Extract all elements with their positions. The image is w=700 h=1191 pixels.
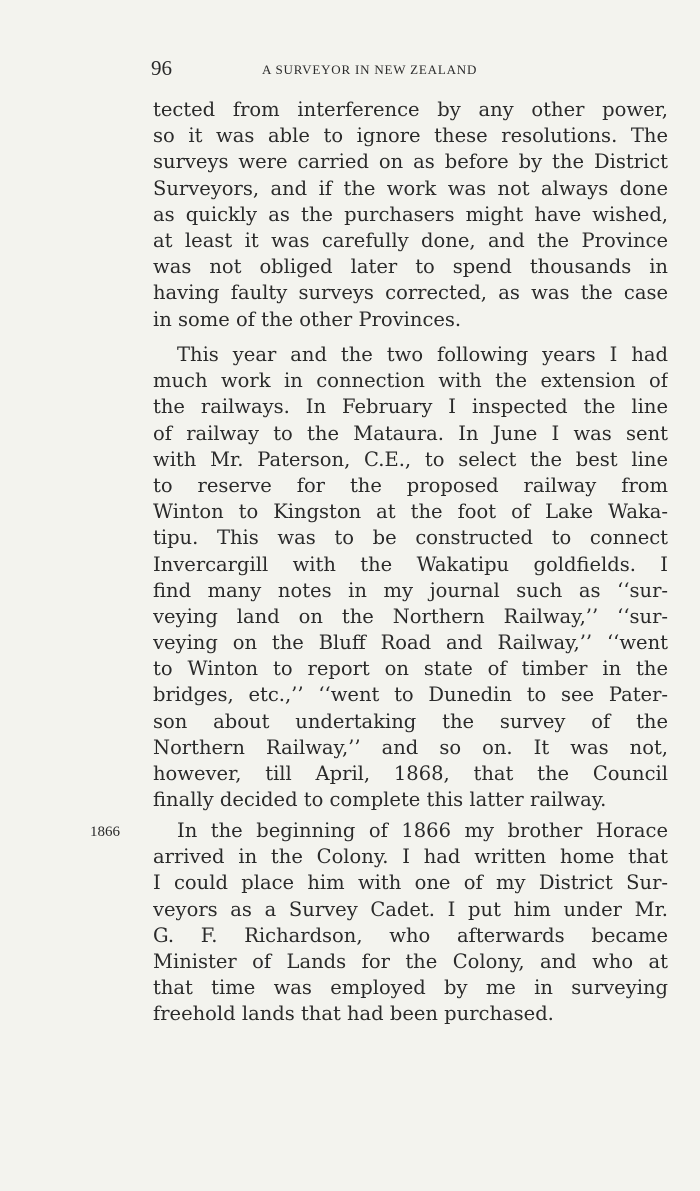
paragraph-2 (153, 342, 668, 813)
text-line: Minister of Lands for the Colony, and who at (153, 949, 668, 973)
text-line: I could place him with one of my District Sur- (153, 871, 668, 895)
text-line: Invercargill with the Wakatipu goldfields. I (153, 552, 668, 576)
text-line: much work in connection with the extension of (153, 369, 668, 393)
text-line: G. F. Richardson, who afterwards became (153, 923, 668, 947)
text-line: This year and the two following years I had (177, 343, 668, 366)
text-line: Northern Railway,’’ and so on. It was not, (153, 735, 668, 759)
text-line: freehold lands that had been purchased. (153, 1002, 554, 1026)
text-line: that time was employed by me in surveying (153, 976, 668, 1000)
text-line: veying land on the Northern Railway,’’ ‘‘sur- (153, 604, 668, 628)
running-head: A SURVEYOR IN NEW ZEALAND (262, 62, 478, 77)
text-line: surveys were carried on as before by the District (153, 150, 668, 174)
text-line: In the beginning of 1866 my brother Horace (177, 819, 668, 842)
text-line: as quickly as the purchasers might have wished, (153, 202, 668, 226)
text-line: veying on the Bluff Road and Railway,’’ ‘‘went (153, 631, 668, 655)
text-line: was not obliged later to spend thousands in (153, 255, 668, 279)
text-line: the railways. In February I inspected the line (153, 395, 668, 419)
text-line: of railway to the Mataura. In June I was sent (153, 421, 668, 445)
text-line: having faulty surveys corrected, as was the case (153, 281, 668, 305)
text-line: so it was able to ignore these resolutions. The (153, 124, 668, 148)
text-line: with Mr. Paterson, C.E., to select the best line (153, 447, 668, 471)
text-line: arrived in the Colony. I had written home that (153, 845, 668, 869)
paragraph-3 (153, 818, 668, 1028)
text-line: to Winton to report on state of timber in the (153, 657, 668, 681)
text-line: find many notes in my journal such as ‘‘sur- (153, 578, 668, 602)
text-line: to reserve for the proposed railway from (153, 473, 668, 497)
text-line: son about undertaking the survey of the (153, 709, 668, 733)
text-line: tected from interference by any other power, (153, 98, 668, 121)
text-line: Surveyors, and if the work was not always done (153, 176, 668, 200)
text-line: bridges, etc.,’’ ‘‘went to Dunedin to see Pater- (153, 683, 668, 707)
paragraph-1 (153, 97, 668, 333)
page-number: 96 (151, 56, 172, 80)
text-line: tipu. This was to be constructed to connect (153, 526, 668, 550)
text-line: veyors as a Survey Cadet. I put him under Mr. (153, 897, 668, 921)
text-line: in some of the other Provinces. (153, 307, 462, 331)
text-line: however, till April, 1868, that the Council (153, 762, 668, 785)
text-line: finally decided to complete this latter railway. (153, 788, 607, 812)
text-line: at least it was carefully done, and the Province (153, 228, 668, 252)
text-line: Winton to Kingston at the foot of Lake Waka- (153, 500, 668, 524)
margin-note-year: 1866 (90, 824, 120, 840)
